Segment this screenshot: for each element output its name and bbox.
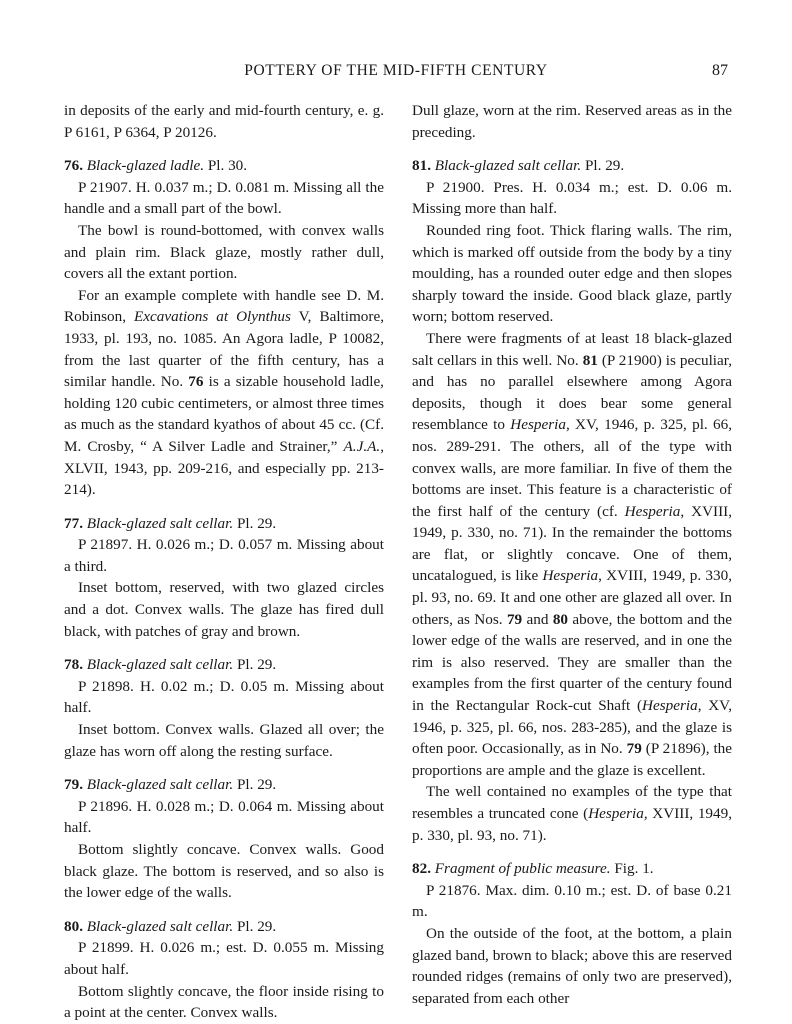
plate-ref: Pl. 29. xyxy=(236,917,277,935)
entry-76-discussion: For an example complete with handle see D. M. Robinson, Excavations at Olynthus V, Baltimore, 1933, pl. 193, no. 1085. An Agora ladle, P 10082, from the last quarter of the fifth century, has a similar handle. No. 76 is a sizable household ladle, holding 120 cubic centimeters, or almost three times as much as the standard kyathos of about 45 cc. (Cf. M. Crosby, “ A Silver Ladle and Strainer,” A.J.A., XLVII, 1943, pp. 209-216, and especially pp. 213-214). xyxy=(64,286,384,499)
entry-number: 78. xyxy=(64,656,83,674)
plate-ref: Pl. 29. xyxy=(236,514,277,532)
entry-title: Black-glazed salt cellar. xyxy=(86,656,234,674)
plate-ref: Pl. 29. xyxy=(236,656,277,674)
entry-78-catalog: P 21898. H. 0.02 m.; D. 0.05 m. Missing about half. xyxy=(64,677,384,717)
entry-76-description: The bowl is round-bottomed, with convex walls and plain rim. Black glaze, mostly rather dull, covers all the extant portion. xyxy=(64,221,384,283)
plate-ref: Pl. 29. xyxy=(236,776,277,794)
figure-ref: Fig. 1. xyxy=(614,860,654,878)
entry-number: 81. xyxy=(412,157,431,175)
entry-82-description: On the outside of the foot, at the bottom, a plain glazed band, brown to black; above this are reserved rounded ridges (remains of only two are preserved), separated from each other xyxy=(412,924,732,1007)
entry-78-heading xyxy=(64,654,384,676)
entry-82-heading xyxy=(412,858,732,880)
entry-79-catalog: P 21896. H. 0.028 m.; D. 0.064 m. Missing about half. xyxy=(64,797,384,837)
entry-79-heading xyxy=(64,774,384,796)
left-column xyxy=(64,100,384,1024)
entry-title: Black-glazed salt cellar. xyxy=(86,514,234,532)
entry-80-heading xyxy=(64,916,384,938)
entry-title: Black-glazed ladle. xyxy=(86,157,205,175)
entry-title: Black-glazed salt cellar. xyxy=(86,776,234,794)
entry-76-catalog: P 21907. H. 0.037 m.; D. 0.081 m. Missing all the handle and a small part of the bowl. xyxy=(64,178,384,218)
entry-title: Black-glazed salt cellar. xyxy=(434,157,582,175)
plate-ref: Pl. 29. xyxy=(584,157,625,175)
page-number: 87 xyxy=(712,62,728,79)
plate-ref: Pl. 30. xyxy=(207,157,248,175)
entry-number: 79. xyxy=(64,776,83,794)
continued-paragraph: in deposits of the early and mid-fourth century, e. g. P 6161, P 6364, P 20126. xyxy=(64,102,384,141)
entry-77-heading xyxy=(64,513,384,535)
entry-title: Black-glazed salt cellar. xyxy=(86,917,234,935)
entry-78-description: Inset bottom. Convex walls. Glazed all over; the glaze has worn off along the resting surface. xyxy=(64,721,384,760)
entry-81-catalog: P 21900. Pres. H. 0.034 m.; est. D. 0.06 m. Missing more than half. xyxy=(412,178,732,218)
running-title: POTTERY OF THE MID-FIFTH CENTURY xyxy=(244,62,548,79)
entry-number: 77. xyxy=(64,514,83,532)
entry-number: 82. xyxy=(412,860,431,878)
entry-81-description: Rounded ring foot. Thick flaring walls. The rim, which is marked off outside from the body by a tiny moulding, has a rounded outer edge and then slopes sharply toward the inside. Good black glaze, partly worn; bottom reserved. xyxy=(412,221,732,326)
entry-number: 76. xyxy=(64,157,83,175)
entry-number: 80. xyxy=(64,917,83,935)
entry-81-note: The well contained no examples of the type that resembles a truncated cone (Hesperia, XVIII, 1949, p. 330, pl. 93, no. 71). xyxy=(412,783,732,844)
entry-79-description: Bottom slightly concave. Convex walls. Good black glaze. The bottom is reserved, and so also is the lower edge of the walls. xyxy=(64,841,384,902)
entry-80-catalog: P 21899. H. 0.026 m.; est. D. 0.055 m. Missing about half. xyxy=(64,939,384,978)
continued-paragraph: Dull glaze, worn at the rim. Reserved areas as in the preceding. xyxy=(412,102,732,141)
entry-82-catalog: P 21876. Max. dim. 0.10 m.; est. D. of base 0.21 m. xyxy=(412,881,732,921)
entry-81-discussion: There were fragments of at least 18 black-glazed salt cellars in this well. No. 81 (P 21900) is peculiar, and has no parallel elsewhere among Agora deposits, though it does bear some general resemblance to Hesperia, XV, 1946, p. 325, pl. 66, nos. 289-291. The others, all of the type with convex walls, are more familiar. In five of them the bottoms are inset. This feature is a characteristic of the first half of the century (cf. Hesperia, XVIII, 1949, p. 330, no. 71). In the remainder the bottoms are flat, or slightly concave. One of them, uncatalogued, is like Hesperia, XVIII, 1949, p. 330, pl. 93, no. 69. It and one other are glazed all over. In others, as Nos. 79 and 80 above, the bottom and the lower edge of the walls are reserved, and in one the rim is also reserved. They are smaller than the examples from the first quarter of the century found in the Rectangular Rock-cut Shaft (Hesperia, XV, 1946, p. 325, pl. 66, nos. 283-285), and the glaze is often poor. Occasionally, as in No. 79 (P 21896), the proportions are ample and the glaze is excellent. xyxy=(412,329,733,779)
entry-77-catalog: P 21897. H. 0.026 m.; D. 0.057 m. Missing about a third. xyxy=(64,536,384,575)
entry-80-description: Bottom slightly concave, the floor inside rising to a point at the center. Convex walls. xyxy=(64,982,384,1022)
right-column xyxy=(412,100,732,1009)
entry-76-heading xyxy=(64,155,384,177)
entry-81-heading xyxy=(412,155,732,177)
entry-title: Fragment of public measure. xyxy=(434,860,611,878)
entry-77-description: Inset bottom, reserved, with two glazed circles and a dot. Convex walls. The glaze has fired dull black, with patches of gray and brown. xyxy=(64,579,384,640)
page-header xyxy=(64,62,728,84)
